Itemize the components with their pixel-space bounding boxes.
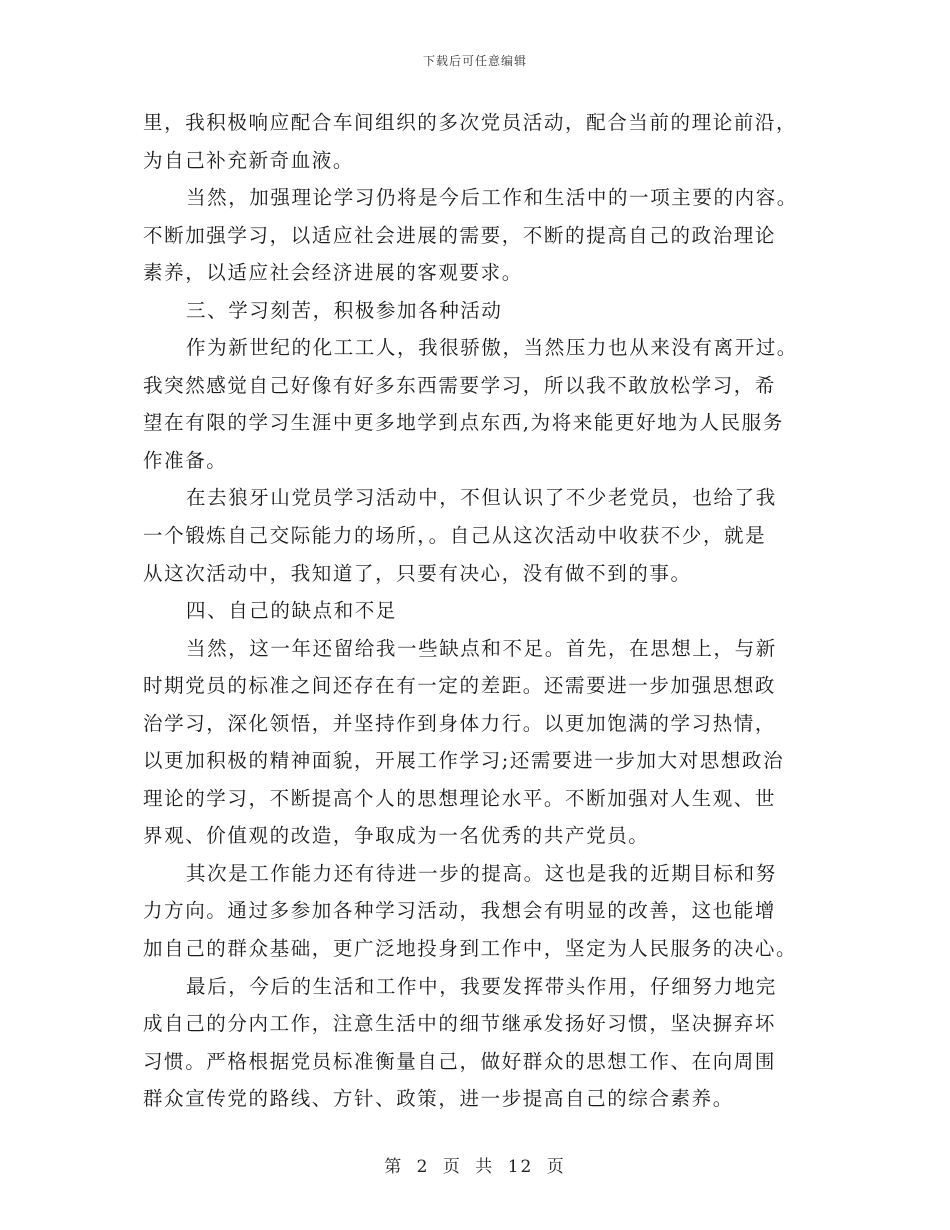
text-line: 理论的学习，不断提高个人的思想理论水平。不断加强对人生观、世 — [143, 786, 777, 810]
text-line: 习惯。严格根据党员标准衡量自己，做好群众的思想工作、在向周围 — [143, 1049, 777, 1073]
text-line: 加自己的群众基础，更广泛地投身到工作中，坚定为人民服务的决心。 — [143, 937, 798, 961]
page-header: 下载后可任意编辑 — [422, 54, 527, 68]
text-line: 为自己补充新奇血液。 — [143, 148, 355, 172]
text-line: 四、自己的缺点和不足 — [186, 599, 398, 623]
text-line: 作为新世纪的化工工人，我很骄傲，当然压力也从来没有离开过。 — [186, 336, 798, 360]
text-line: 三、学习刻苦，积极参加各种活动 — [186, 298, 503, 322]
text-line: 最后，今后的生活和工作中，我要发挥带头作用，仔细努力地完 — [186, 974, 777, 998]
text-line: 成自己的分内工作，注意生活中的细节继承发扬好习惯，坚决摒弃坏 — [143, 1012, 777, 1036]
text-line: 不断加强学习，以适应社会进展的需要，不断的提高自己的政治理论 — [143, 223, 777, 247]
text-line: 里，我积极响应配合车间组织的多次党员活动，配合当前的理论前沿， — [143, 111, 798, 134]
text-line: 治学习，深化领悟，并坚持作到身体力行。以更加饱满的学习热情， — [143, 711, 777, 735]
text-line: 一个锻炼自己交际能力的场所，。自己从这次活动中收获不少，就是 — [143, 524, 767, 548]
text-line: 当然，这一年还留给我一些缺点和不足。首先，在思想上，与新 — [186, 636, 777, 660]
page-footer: 第 2 页 共 12 页 — [384, 1157, 566, 1177]
document-body — [143, 104, 807, 1118]
text-line: 我突然感觉自己好像有好多东西需要学习，所以我不敢放松学习，希 — [143, 373, 777, 397]
text-line: 界观、价值观的改造，争取成为一名优秀的共产党员。 — [143, 824, 650, 848]
text-line: 作准备。 — [143, 448, 228, 472]
text-line: 力方向。通过多参加各种学习活动，我想会有明显的改善，这也能增 — [143, 899, 777, 923]
text-line: 素养，以适应社会经济进展的客观要求。 — [143, 261, 523, 285]
text-line: 群众宣传党的路线、方针、政策，进一步提高自己的综合素养。 — [143, 1087, 734, 1111]
text-line: 其次是工作能力还有待进一步的提高。这也是我的近期目标和努 — [186, 861, 777, 885]
text-line: 在去狼牙山党员学习活动中，不但认识了不少老党员，也给了我 — [186, 486, 777, 510]
text-line: 当然，加强理论学习仍将是今后工作和生活中的一项主要的内容。 — [186, 186, 798, 210]
text-line: 时期党员的标准之间还存在有一定的差距。还需要进一步加强思想政 — [143, 674, 777, 698]
text-line: 从这次活动中，我知道了，只要有决心，没有做不到的事。 — [143, 561, 692, 585]
text-line: 望在有限的学习生涯中更多地学到点东西,为将来能更好地为人民服务 — [143, 411, 784, 435]
text-line: 以更加积极的精神面貌，开展工作学习;还需要进一步加大对思想政治 — [143, 749, 785, 773]
